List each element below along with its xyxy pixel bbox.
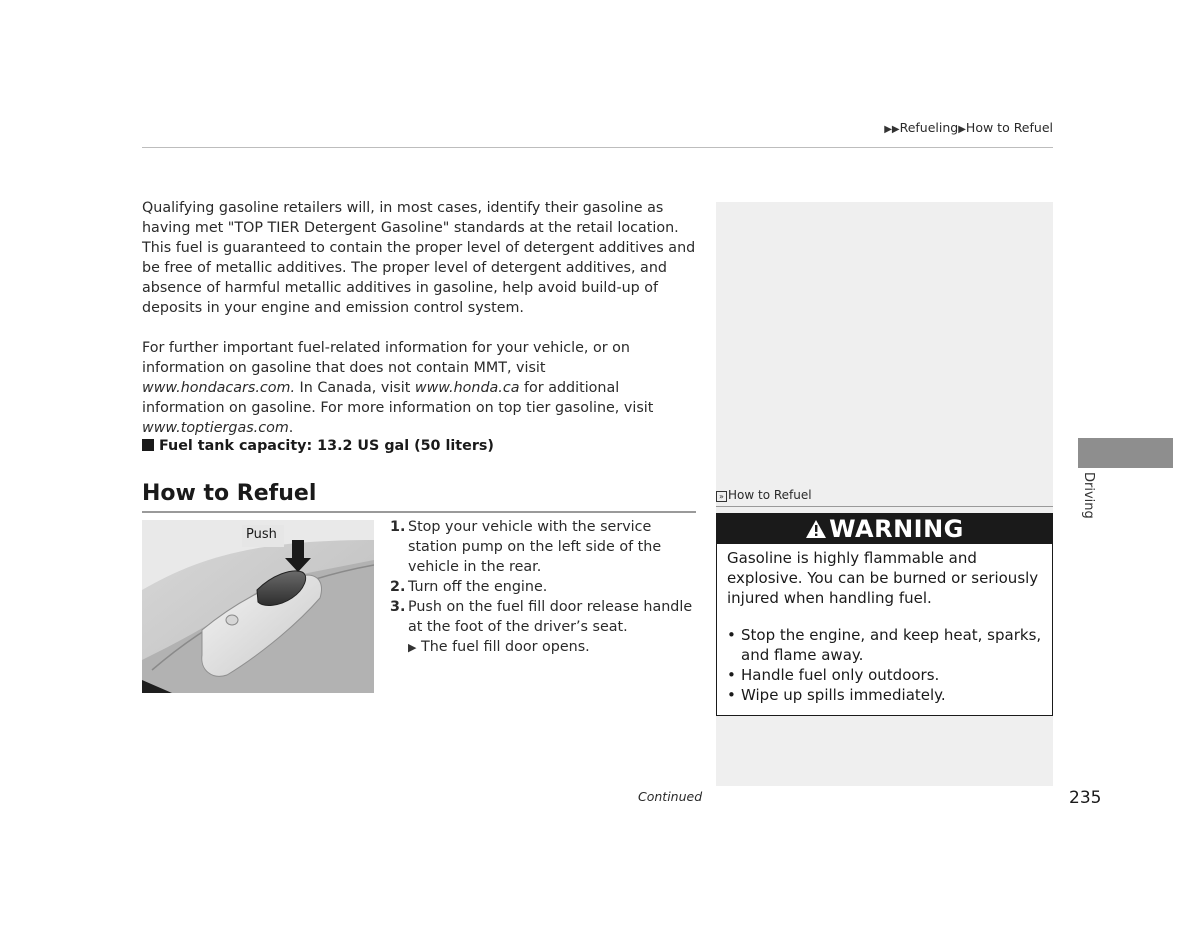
fuel-release-illustration	[142, 520, 374, 693]
link-hondacars[interactable]: www.hondacars.com.	[142, 380, 295, 396]
breadcrumb-item-refueling[interactable]: Refueling	[899, 120, 959, 135]
info-text-3: for additional information on gasoline. For more information on top tier gasoline, visit	[142, 380, 654, 416]
step-2	[390, 577, 700, 597]
push-callout: Push	[246, 527, 277, 542]
breadcrumb-item-how-to-refuel[interactable]: How to Refuel	[965, 120, 1053, 135]
warning-item-text: Stop the engine, and keep heat, sparks, and flame away.	[741, 626, 1042, 664]
warning-item	[727, 685, 1047, 705]
square-bullet-icon	[142, 439, 154, 451]
step-text: Push on the fuel fill door release handle at the foot of the driver’s seat.	[408, 599, 693, 635]
fuel-capacity-text: Fuel tank capacity: 13.2 US gal (50 liters)	[159, 438, 494, 454]
section-title: How to Refuel	[142, 481, 317, 506]
warning-box	[716, 513, 1053, 716]
breadcrumb	[884, 120, 1053, 135]
warning-item	[727, 625, 1047, 665]
warning-list	[727, 625, 1047, 705]
step-number: 3.	[390, 599, 406, 615]
reference-icon: »	[716, 491, 727, 502]
step-result	[390, 637, 700, 658]
sidebar-reference-text: How to Refuel	[728, 488, 812, 502]
bullet-icon: •	[727, 686, 736, 704]
result-arrow-icon: ▶	[408, 641, 417, 654]
info-paragraph	[142, 338, 702, 438]
step-1	[390, 517, 700, 577]
warning-item	[727, 665, 1047, 685]
step-number: 2.	[390, 579, 406, 595]
chapter-tab[interactable]	[1078, 438, 1173, 468]
warning-item-text: Handle fuel only outdoors.	[741, 666, 940, 684]
breadcrumb-separator-icon: ▶	[958, 124, 966, 135]
step-text: Turn off the engine.	[408, 579, 548, 595]
warning-triangle-icon	[805, 516, 827, 546]
bullet-icon: •	[727, 666, 736, 684]
continued-label: Continued	[638, 789, 703, 804]
step-number: 1.	[390, 519, 406, 535]
link-toptiergas[interactable]: www.toptiergas.com	[142, 420, 289, 436]
header-rule	[142, 147, 1053, 148]
info-text-2: In Canada, visit	[295, 380, 415, 396]
breadcrumb-arrow-icon: ▶▶	[884, 124, 900, 135]
warning-header	[717, 514, 1052, 544]
link-honda-ca[interactable]: www.honda.ca	[414, 380, 520, 396]
refuel-steps	[390, 517, 700, 658]
sidebar-reference[interactable]	[716, 488, 812, 502]
fuel-capacity-heading	[142, 438, 494, 454]
fuel-release-drawing	[142, 520, 374, 693]
bullet-icon: •	[727, 626, 736, 644]
info-text-4: .	[288, 420, 294, 436]
warning-title: WARNING	[829, 515, 964, 543]
step-text: Stop your vehicle with the service station pump on the left side of the vehicle in the rear.	[408, 519, 662, 575]
intro-paragraph: Qualifying gasoline retailers will, in most cases, identify their gasoline as having met "TOP TIER Detergent Gasoline" standards at the retail location. This fuel is guaranteed to contain the proper level of detergent additives and be free of metallic additives. The proper level of detergent additives, and absence of harmful metallic additives in gasoline, help avoid build-up of deposits in your engine and emission control system.	[142, 200, 696, 316]
sidebar-rule	[716, 506, 1053, 507]
step-result-text: The fuel fill door opens.	[421, 639, 590, 655]
info-text-1: For further important fuel-related information for your vehicle, or on information on gasoline that does not contain MMT, visit	[142, 340, 630, 376]
warning-text: Gasoline is highly flammable and explosive. You can be burned or seriously injured when handling fuel.	[727, 549, 1039, 607]
step-3	[390, 597, 700, 637]
page-number: 235	[1069, 788, 1102, 808]
chapter-tab-label: Driving	[1081, 472, 1096, 519]
section-rule	[142, 511, 696, 513]
warning-item-text: Wipe up spills immediately.	[741, 686, 946, 704]
warning-body	[727, 548, 1047, 705]
